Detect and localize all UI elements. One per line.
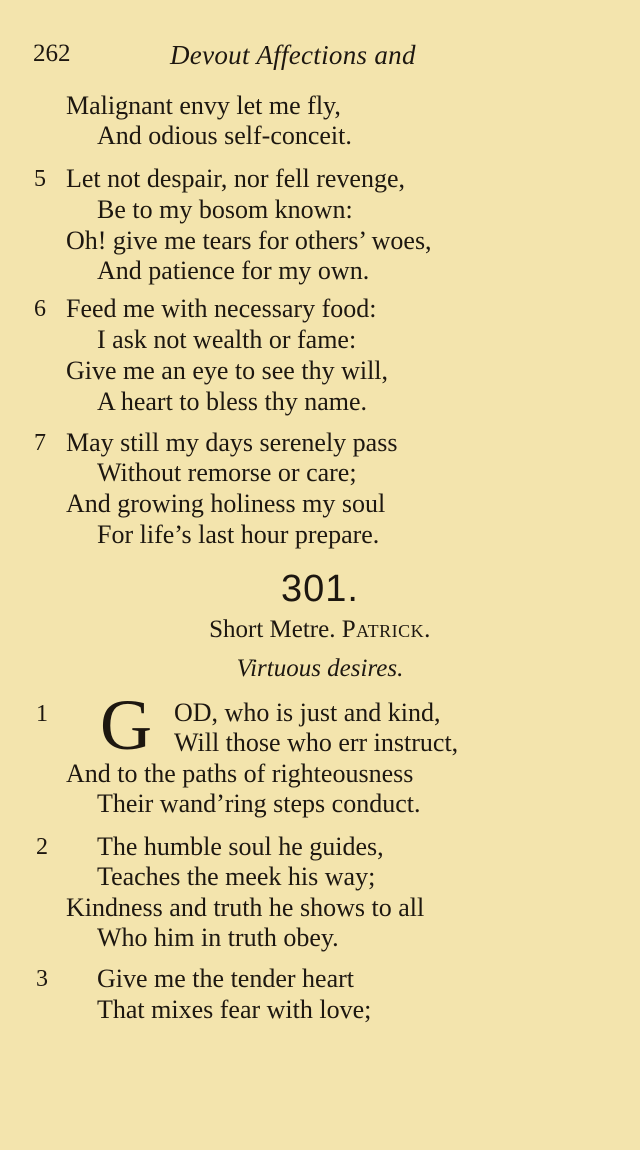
- hymn-line: Kindness and truth he shows to all: [66, 893, 425, 922]
- stanza-number: 1: [36, 701, 48, 727]
- stanza-number: 7: [34, 430, 46, 456]
- hymn-line: Give me an eye to see thy will,: [66, 356, 389, 385]
- hymn-line: Let not despair, nor fell revenge,: [66, 164, 405, 193]
- hymn-line: That mixes fear with love;: [97, 995, 372, 1024]
- hymn-line: Malignant envy let me fly,: [66, 91, 341, 120]
- hymn-line: OD, who is just and kind,: [174, 698, 441, 727]
- hymn-line: And odious self-conceit.: [97, 121, 352, 150]
- drop-cap: G: [100, 685, 152, 765]
- hymn-line: Feed me with necessary food:: [66, 294, 377, 323]
- hymn-line: And patience for my own.: [97, 256, 370, 285]
- hymn-line: Be to my bosom known:: [97, 195, 353, 224]
- hymn-line: May still my days serenely pass: [66, 428, 398, 457]
- hymn-line: Give me the tender heart: [97, 964, 354, 993]
- stanza-number: 6: [34, 296, 46, 322]
- hymn-line: Will those who err instruct,: [174, 728, 459, 757]
- hymn-line: The humble soul he guides,: [97, 832, 384, 861]
- hymn-metre-author: [0, 616, 640, 644]
- hymn-line: For life’s last hour prepare.: [97, 520, 380, 549]
- hymn-subject: Virtuous desires.: [236, 655, 404, 682]
- hymn-author: Patrick.: [341, 616, 431, 643]
- stanza-number: 3: [36, 966, 48, 992]
- hymn-line: Without remorse or care;: [97, 458, 357, 487]
- page-number: 262: [33, 40, 71, 67]
- hymn-line: Who him in truth obey.: [97, 923, 339, 952]
- hymn-line: A heart to bless thy name.: [97, 387, 368, 416]
- hymn-metre: Short Metre.: [209, 616, 336, 643]
- hymn-line: I ask not wealth or fame:: [97, 325, 357, 354]
- stanza-number: 2: [36, 834, 48, 860]
- hymn-line: Teaches the meek his way;: [97, 862, 376, 891]
- running-title: Devout Affections and: [170, 40, 416, 70]
- hymn-line: Their wand’ring steps conduct.: [97, 789, 421, 818]
- stanza-number: 5: [34, 166, 46, 192]
- page-header: [0, 40, 640, 80]
- hymn-line: And to the paths of righteousness: [66, 759, 414, 788]
- hymn-line: And growing holiness my soul: [66, 489, 386, 518]
- hymn-line: Oh! give me tears for others’ woes,: [66, 226, 432, 255]
- hymn-number: 301.: [281, 568, 359, 610]
